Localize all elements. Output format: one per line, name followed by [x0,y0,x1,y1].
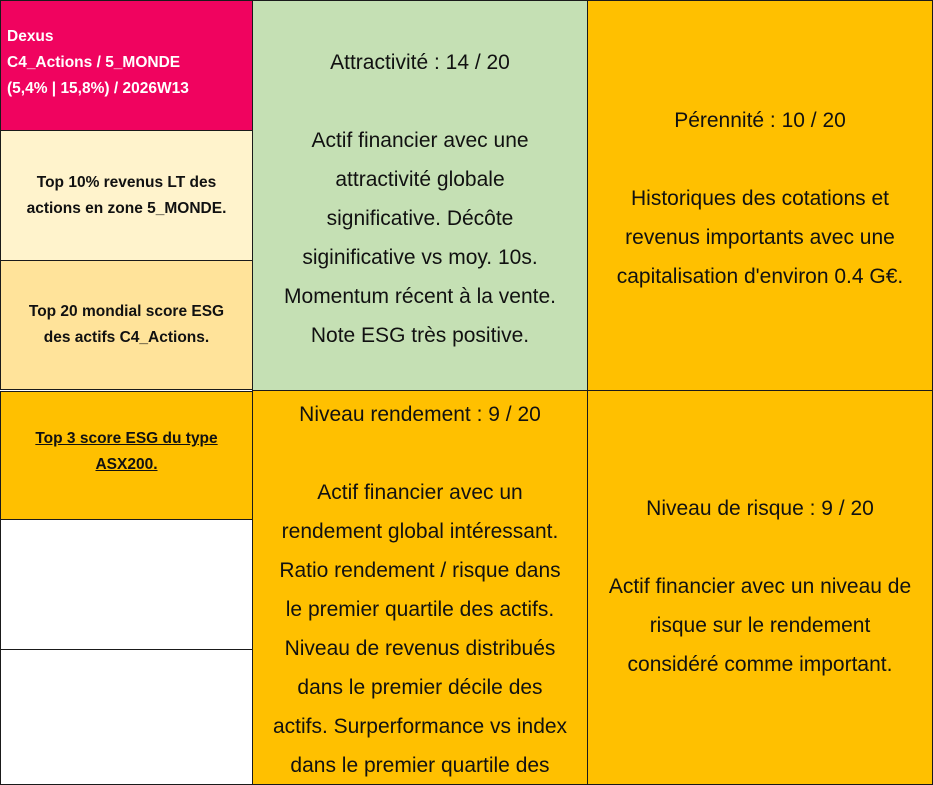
rendement-line: Ratio rendement / risque dans [279,559,561,582]
risque-line: considéré comme important. [627,653,893,676]
attractivite-cell [252,0,588,391]
attractivite-title: Attractivité : 14 / 20 [330,51,510,74]
rendement-line: Niveau de revenus distribués [284,637,556,660]
risque-line: Actif financier avec un niveau de [608,575,912,598]
attractivite-line: significative. Décôte [326,207,514,230]
empty-cell [0,649,253,785]
asset-header-cell [0,0,253,131]
perennite-line: Historiques des cotations et [631,187,889,210]
attractivite-line: attractivité globale [335,168,505,191]
attractivite-line: Actif financier avec une [311,129,529,152]
asset-stats: (5,4% | 15,8%) / 2026W13 [7,80,189,97]
rendement-line: dans le premier décile des [297,676,543,699]
perennite-line: capitalisation d'environ 0.4 G€. [616,265,904,288]
rendement-line: rendement global intéressant. [281,520,559,543]
rendement-cell [252,390,588,785]
tag-line: actions en zone 5_MONDE. [26,199,227,217]
rendement-title: Niveau rendement : 9 / 20 [299,403,541,426]
rendement-line: Actif financier avec un [317,481,523,504]
rendement-line: le premier quartile des actifs. [285,598,555,621]
rendement-line: dans le premier quartile des [290,754,550,777]
tag-esg-mondial-cell [0,260,253,390]
tag-line: Top 10% revenus LT des [36,173,217,191]
tag-line: des actifs C4_Actions. [43,329,210,346]
tag-esg-type-cell[interactable] [0,391,253,520]
empty-cell [0,519,253,650]
perennite-line: revenus importants avec une [625,226,895,249]
risque-line: risque sur le rendement [649,614,871,637]
tag-revenus-cell [0,130,253,261]
rendement-line: actifs. Surperformance vs index [272,715,568,738]
perennite-title: Pérennité : 10 / 20 [674,109,846,132]
perennite-cell [587,0,933,391]
tag-esg-type-link[interactable]: ASX200. [95,456,158,473]
risque-title: Niveau de risque : 9 / 20 [646,497,874,520]
attractivite-line: siginificative vs moy. 10s. [302,246,538,269]
tag-line: Top 20 mondial score ESG [28,303,225,320]
asset-name: Dexus [7,28,54,45]
attractivite-line: Momentum récent à la vente. [284,285,556,308]
attractivite-line: Note ESG très positive. [310,324,530,347]
tag-esg-type-link[interactable]: Top 3 score ESG du type [35,430,218,447]
risque-cell [587,390,933,785]
asset-category: C4_Actions / 5_MONDE [7,54,181,71]
